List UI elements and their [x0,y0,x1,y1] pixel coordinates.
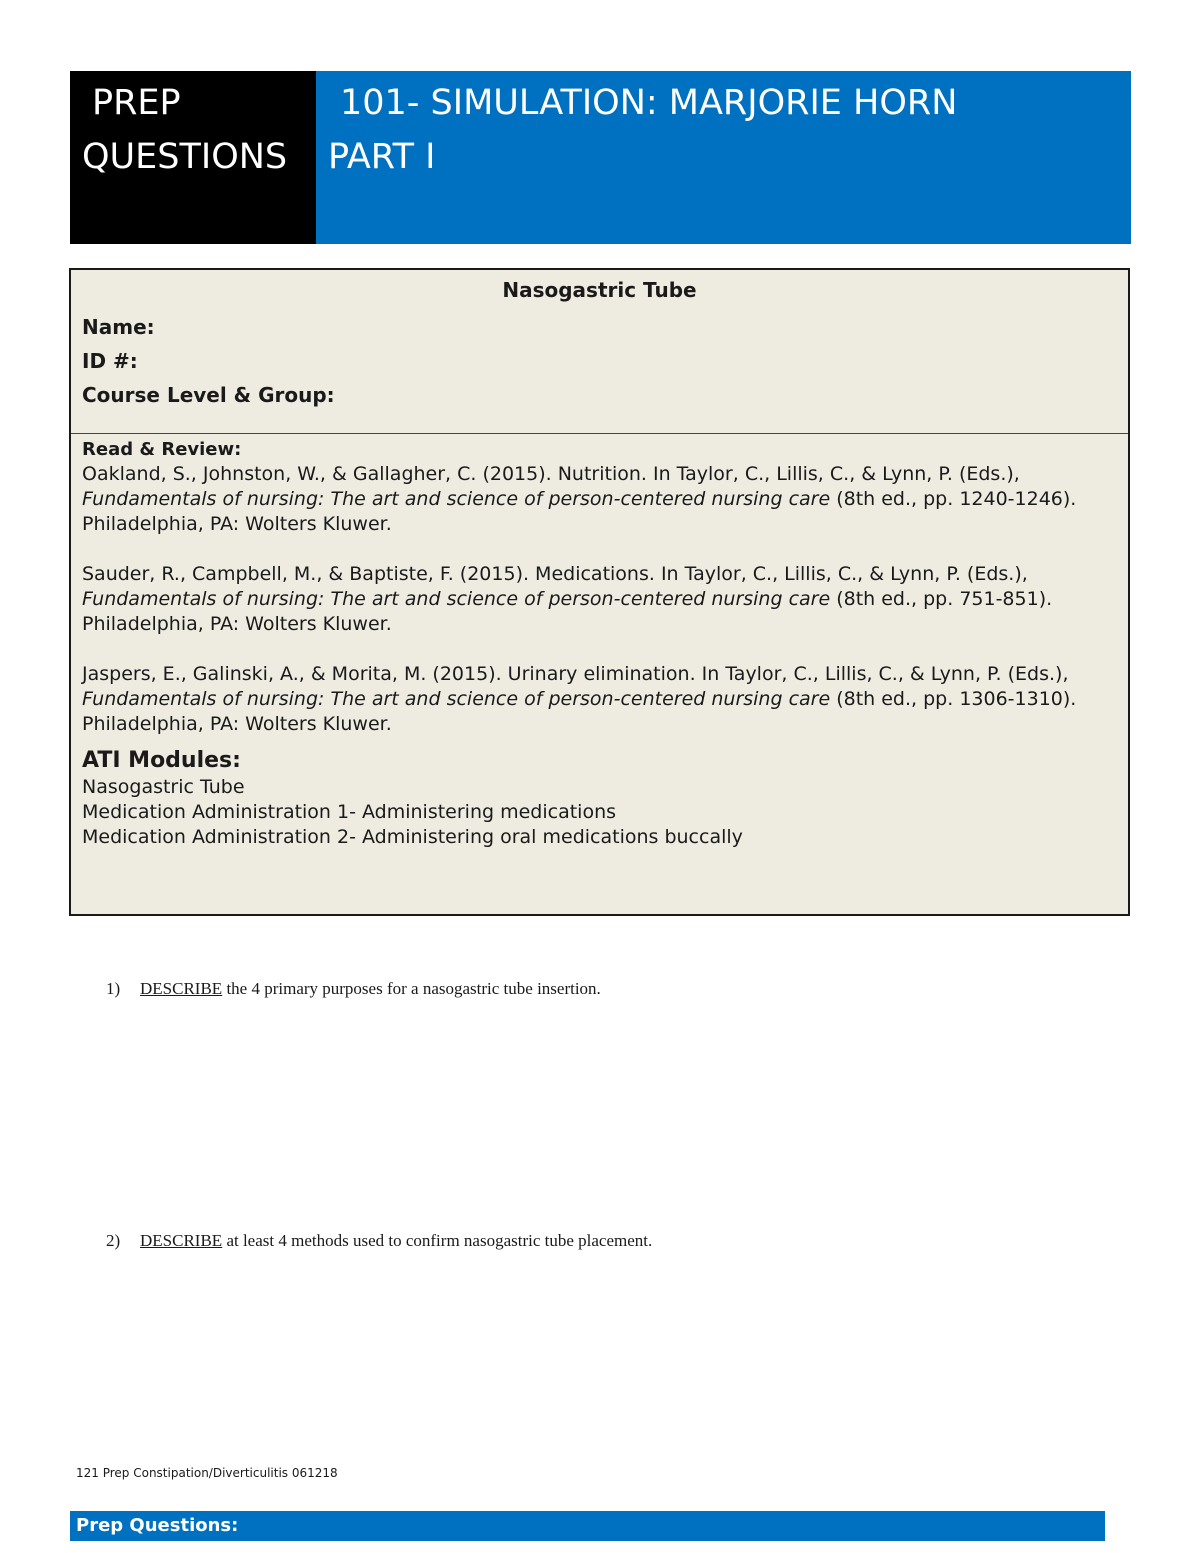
course-level-group-field-label: Course Level & Group: [82,383,335,407]
question-number: 2) [106,1231,121,1250]
question-verb: DESCRIBE [140,979,223,998]
reference-item [82,462,1117,537]
header-title-line2: PART I [328,137,436,177]
reference-authors: Sauder, R., Campbell, M., & Baptiste, F. (2015). Medications. In Taylor, C., Lillis, C., & Lynn, P. (Eds.), [82,563,1028,585]
topic-title: Nasogastric Tube [502,278,697,302]
reference-publication: (8th ed., pp. 1306-1310). Philadelphia, PA: Wolters Kluwer. [82,688,1077,735]
ati-modules-heading: ATI Modules: [82,748,241,773]
reference-book-title: Fundamentals of nursing: The art and science of person-centered nursing care [82,688,831,710]
reference-publication: (8th ed., pp. 1240-1246). Philadelphia, PA: Wolters Kluwer. [82,488,1077,535]
reference-item [82,562,1117,637]
reference-book-title: Fundamentals of nursing: The art and science of person-centered nursing care [82,488,831,510]
reference-publication: (8th ed., pp. 751-851). Philadelphia, PA: Wolters Kluwer. [82,588,1053,635]
ati-module-item: Nasogastric Tube [82,776,245,798]
question-verb: DESCRIBE [140,1231,223,1250]
reading-section [71,434,1128,850]
reference-book-title: Fundamentals of nursing: The art and science of person-centered nursing care [82,588,831,610]
ati-module-item: Medication Administration 1- Administering medications [82,801,617,823]
reference-authors: Oakland, S., Johnston, W., & Gallagher, C. (2015). Nutrition. In Taylor, C., Lillis, C., & Lynn, P. (Eds.), [82,463,1020,485]
header-title-line1: 101- SIMULATION: MARJORIE HORN [340,83,958,123]
question-number: 1) [106,979,121,998]
id-field-label: ID #: [82,349,138,373]
student-info-section [71,270,1128,434]
reference-authors: Jaspers, E., Galinski, A., & Morita, M. (2015). Urinary elimination. In Taylor, C., Lillis, C., & Lynn, P. (Eds.), [82,663,1069,685]
footer-prep-questions-band: Prep Questions: [70,1511,1105,1541]
question-text: at least 4 methods used to confirm nasogastric tube placement. [222,1231,653,1250]
ati-module-item: Medication Administration 2- Administering oral medications buccally [82,826,743,848]
footer-document-code: 121 Prep Constipation/Diverticulitis 061218 [76,1466,338,1480]
header-prep-questions-block [70,71,316,244]
header-title-block [316,71,1131,244]
read-review-label: Read & Review: [82,439,242,460]
question-text: the 4 primary purposes for a nasogastric tube insertion. [222,979,601,998]
header-band [70,71,1131,244]
header-left-line2: QUESTIONS [82,137,288,177]
name-field-label: Name: [82,315,155,339]
question-2 [106,1230,652,1252]
reference-item [82,662,1117,737]
topic-info-box [69,268,1130,916]
question-1 [106,978,601,1000]
header-left-line1: PREP [92,83,181,123]
